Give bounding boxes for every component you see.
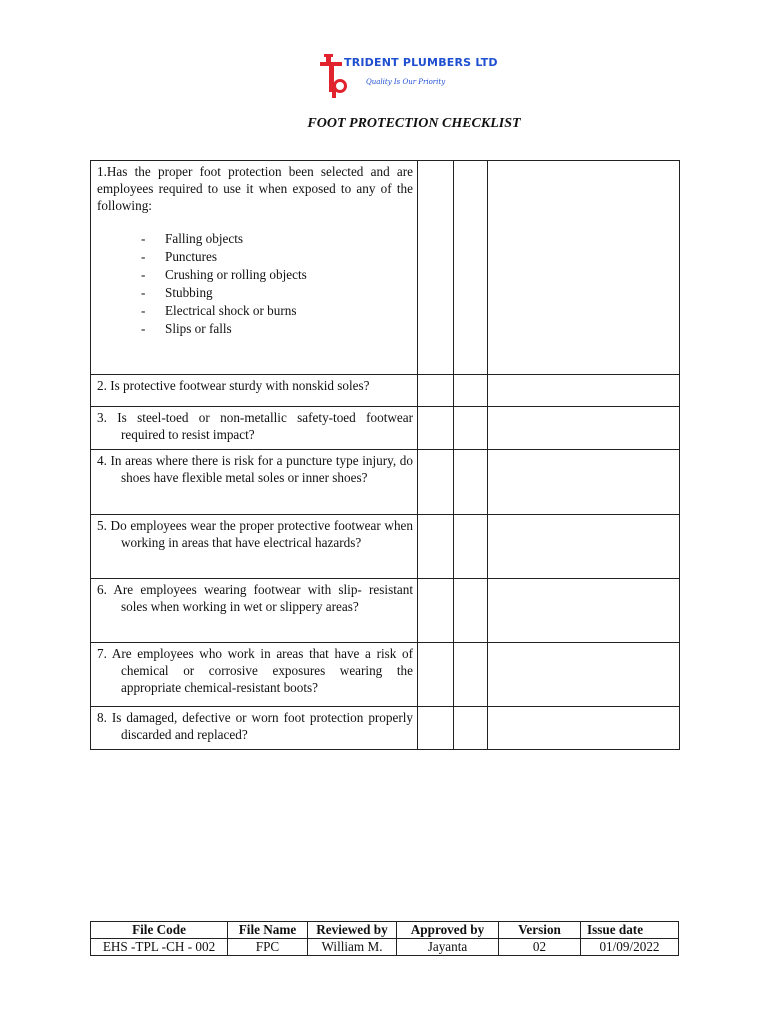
question-cell [91, 643, 418, 707]
no-cell[interactable] [454, 161, 488, 375]
question-row-3 [91, 407, 680, 450]
hazard-item: - Falling objects [141, 230, 413, 248]
no-cell[interactable] [454, 515, 488, 579]
remarks-cell[interactable] [488, 643, 680, 707]
question-text: 8. Is damaged, defective or worn foot protection properly discarded and replaced? [97, 710, 413, 742]
remarks-cell[interactable] [488, 375, 680, 407]
no-cell[interactable] [454, 407, 488, 450]
checklist-table [90, 160, 680, 750]
control-value-row [91, 939, 679, 956]
question-cell [91, 407, 418, 450]
file-code-header: File Code [91, 922, 228, 939]
question-row-7 [91, 643, 680, 707]
remarks-cell[interactable] [488, 161, 680, 375]
question-text: 5. Do employees wear the proper protective footwear when working in areas that have electrical hazards? [97, 518, 413, 550]
file-name-value: FPC [228, 939, 308, 956]
file-name-header: File Name [228, 922, 308, 939]
version-header: Version [499, 922, 581, 939]
remarks-cell[interactable] [488, 515, 680, 579]
no-cell[interactable] [454, 375, 488, 407]
file-code-value: EHS -TPL -CH - 002 [91, 939, 228, 956]
reviewed-by-value: William M. [308, 939, 397, 956]
question-cell [91, 375, 418, 407]
document-control-table [90, 921, 679, 956]
approved-by-header: Approved by [397, 922, 499, 939]
reviewed-by-header: Reviewed by [308, 922, 397, 939]
question-row-5 [91, 515, 680, 579]
issue-date-value: 01/09/2022 [581, 939, 679, 956]
hazard-item: - Punctures [141, 248, 413, 266]
yes-cell[interactable] [418, 579, 454, 643]
approved-by-value: Jayanta [397, 939, 499, 956]
question-row-2 [91, 375, 680, 407]
no-cell[interactable] [454, 450, 488, 515]
no-cell[interactable] [454, 643, 488, 707]
question-row-8 [91, 707, 680, 750]
question-cell [91, 161, 418, 375]
hazard-item: - Electrical shock or burns [141, 302, 413, 320]
question-row-1 [91, 161, 680, 375]
remarks-cell[interactable] [488, 450, 680, 515]
yes-cell[interactable] [418, 515, 454, 579]
company-name: TRIDENT PLUMBERS LTD [344, 56, 498, 69]
yes-cell[interactable] [418, 161, 454, 375]
question-text: 1.Has the proper foot protection been selected and are employees required to use it when exposed to any of the following: [97, 164, 413, 213]
no-cell[interactable] [454, 579, 488, 643]
question-cell [91, 579, 418, 643]
question-row-4 [91, 450, 680, 515]
hazard-item: - Slips or falls [141, 320, 413, 338]
question-text: 7. Are employees who work in areas that have a risk of chemical or corrosive exposures wearing the appropriate chemical-resistant boots? [97, 646, 413, 695]
question-cell [91, 515, 418, 579]
remarks-cell[interactable] [488, 407, 680, 450]
yes-cell[interactable] [418, 407, 454, 450]
question-text: 2. Is protective footwear sturdy with nonskid soles? [97, 378, 370, 393]
question-cell [91, 450, 418, 515]
yes-cell[interactable] [418, 643, 454, 707]
version-value: 02 [499, 939, 581, 956]
question-row-6 [91, 579, 680, 643]
no-cell[interactable] [454, 707, 488, 750]
hazard-list [97, 230, 413, 338]
hazard-item: - Stubbing [141, 284, 413, 302]
yes-cell[interactable] [418, 375, 454, 407]
issue-date-header: Issue date [581, 922, 679, 939]
remarks-cell[interactable] [488, 579, 680, 643]
remarks-cell[interactable] [488, 707, 680, 750]
company-tagline: Quality Is Our Priority [366, 78, 446, 86]
question-cell [91, 707, 418, 750]
hazard-item: - Crushing or rolling objects [141, 266, 413, 284]
yes-cell[interactable] [418, 450, 454, 515]
question-text: 3. Is steel-toed or non-metallic safety-toed footwear required to resist impact? [97, 410, 413, 442]
question-text: 4. In areas where there is risk for a puncture type injury, do shoes have flexible metal soles or inner shoes? [97, 453, 413, 485]
page-title: FOOT PROTECTION CHECKLIST [307, 116, 521, 131]
yes-cell[interactable] [418, 707, 454, 750]
question-text: 6. Are employees wearing footwear with slip- resistant soles when working in wet or slippery areas? [97, 582, 413, 614]
control-header-row [91, 922, 679, 939]
company-logo [318, 52, 498, 104]
